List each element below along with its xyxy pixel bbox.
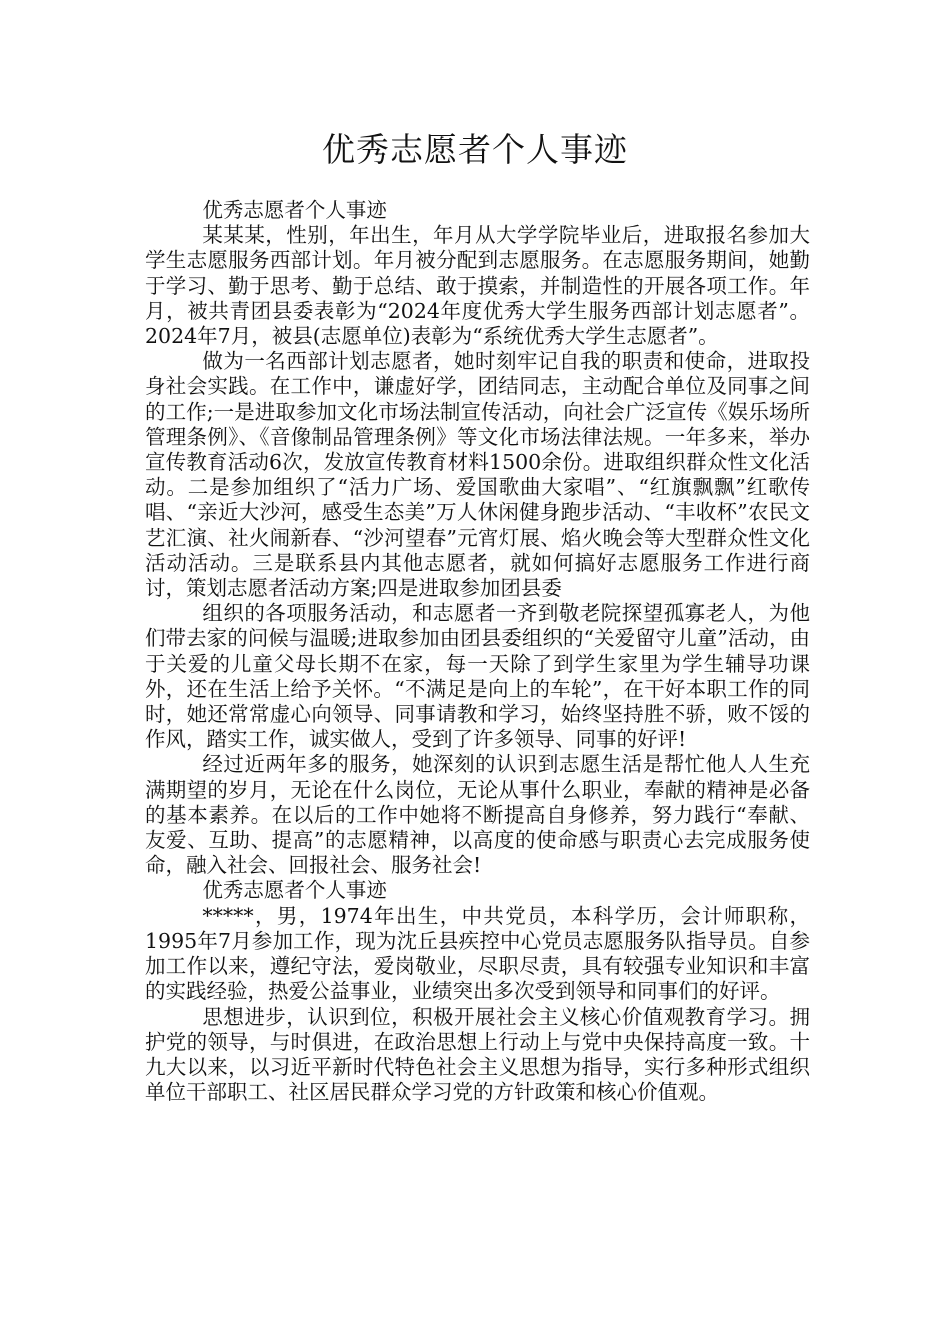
paragraph-5: *****，男，1974年出生，中共党员，本科学历，会计师职称，1995年7月参加工作，现为沈丘县疾控中心党员志愿服务队指导员。自参加工作以来，遵纪守法，爱岗敬业，尽职尽责，具有较强专业知识和丰富的实践经验，热爱公益事业，业绩突出多次受到领导和同事们的好评。 [145,903,810,1004]
paragraph-1: 某某某，性别，年出生，年月从大学学院毕业后，进取报名参加大学生志愿服务西部计划。年月被分配到志愿服务。在志愿服务期间，她勤于学习、勤于思考、勤于总结、敢于摸索，并制造性的开展各项工作。年月，被共青团县委表彰为“2024年度优秀大学生服务西部计划志愿者”。2024年7月，被县(志愿单位)表彰为“系统优秀大学生志愿者”。 [145,223,810,349]
document-body [145,198,810,1105]
paragraph-subtitle-2: 优秀志愿者个人事迹 [202,878,387,903]
paragraph-subtitle-1: 优秀志愿者个人事迹 [202,198,387,222]
paragraph-4: 经过近两年多的服务，她深刻的认识到志愿生活是帮忙他人人生充满期望的岁月，无论在什么岗位，无论从事什么职业，奉献的精神是必备的基本素养。在以后的工作中她将不断提高自身修养，努力践行“奉献、友爱、互助、提高”的志愿精神，以高度的使命感与职责心去完成服务使命，融入社会、回报社会、服务社会! [145,752,810,878]
paragraph-6: 思想进步，认识到位，积极开展社会主义核心价值观教育学习。拥护党的领导，与时俱进，在政治思想上行动上与党中央保持高度一致。十九大以来，以习近平新时代特色社会主义思想为指导，实行多种形式组织单位干部职工、社区居民群众学习党的方针政策和核心价值观。 [145,1004,810,1105]
document-title: 优秀志愿者个人事迹 [322,130,628,169]
paragraph-2: 做为一名西部计划志愿者，她时刻牢记自我的职责和使命，进取投身社会实践。在工作中，谦虚好学，团结同志，主动配合单位及同事之间的工作;一是进取参加文化市场法制宣传活动，向社会广泛宣传《娱乐场所管理条例》、《音像制品管理条例》等文化市场法律法规。一年多来，举办宣传教育活动6次，发放宣传教育材料1500余份。进取组织群众性文化活动。二是参加组织了“活力广场、爱国歌曲大家唱”、“红旗飘飘”红歌传唱、“亲近大沙河，感受生态美”万人休闲健身跑步活动、“丰收杯”农民文艺汇演、社火闹新春、“沙河望春”元宵灯展、焰火晚会等大型群众性文化活动活动。三是联系县内其他志愿者，就如何搞好志愿服务工作进行商讨，策划志愿者活动方案;四是进取参加团县委 [145,349,810,601]
paragraph-3: 组织的各项服务活动，和志愿者一齐到敬老院探望孤寡老人，为他们带去家的问候与温暖;进取参加由团县委组织的“关爱留守儿童”活动，由于关爱的儿童父母长期不在家，每一天除了到学生家里为学生辅导功课外，还在生活上给予关怀。“不满足是向上的车轮”，在干好本职工作的同时，她还常常虚心向领导、同事请教和学习，始终坚持胜不骄，败不馁的作风，踏实工作，诚实做人，受到了许多领导、同事的好评! [145,601,810,752]
